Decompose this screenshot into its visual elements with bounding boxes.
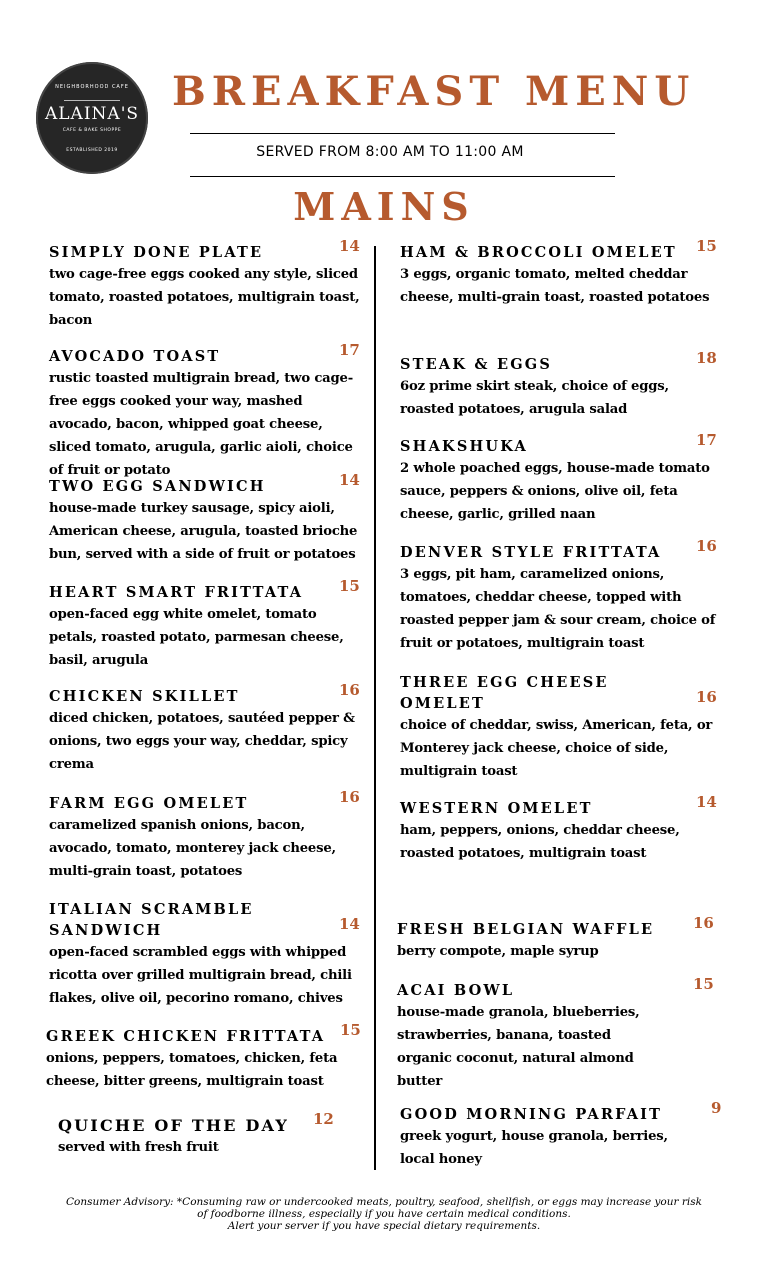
item-name: SHAKSHUKA (400, 438, 528, 455)
service-hours: SERVED FROM 8:00 AM TO 11:00 AM (256, 144, 524, 160)
logo-tagline: CAFE & BAKE SHOPPE (62, 128, 122, 133)
column-divider (374, 246, 376, 1170)
item-description: diced chicken, potatoes, sautéed pepper & onions, two eggs your way, cheddar, spicy crema (49, 711, 355, 772)
whisk-icon (64, 100, 120, 101)
item-description: 3 eggs, organic tomato, melted cheddar cheese, multi-grain toast, roasted potatoes (400, 267, 710, 305)
item-price: 14 (339, 915, 360, 933)
item-description: 3 eggs, pit ham, caramelized onions, tomatoes, cheddar cheese, topped with roasted pepper jam & sour cream, choice of fruit or potatoes, multigrain toast (400, 567, 716, 651)
header-rule-bottom (190, 176, 615, 177)
item-description: ham, peppers, onions, cheddar cheese, roasted potatoes, multigrain toast (400, 823, 680, 861)
item-name: ACAI BOWL (397, 982, 515, 999)
item-name: STEAK & EGGS (400, 356, 553, 373)
item-description: open-faced scrambled eggs with whipped ricotta over grilled multigrain bread, chili flakes, olive oil, pecorino romano, chives (49, 945, 352, 1006)
item-description: open-faced egg white omelet, tomato petals, roasted potato, parmesan cheese, basil, arugula (49, 607, 344, 668)
item-description: 2 whole poached eggs, house-made tomato sauce, peppers & onions, olive oil, feta cheese, garlic, grilled naan (400, 461, 710, 522)
menu-item (49, 899, 361, 1010)
item-price: 17 (339, 341, 360, 359)
item-price: 12 (313, 1110, 334, 1128)
menu-item (400, 672, 720, 783)
advisory-line-2: of foodborne illness, especially if you have certain medical conditions. (197, 1208, 571, 1220)
item-name: DENVER STYLE FRITTATA (400, 544, 662, 561)
menu-item (397, 975, 717, 1093)
item-name: WESTERN OMELET (400, 800, 593, 817)
item-price: 18 (696, 349, 717, 367)
item-name: SIMPLY DONE PLATE (49, 244, 264, 261)
item-name: GREEK CHICKEN FRITTATA (46, 1028, 326, 1045)
item-description: house-made granola, blueberries, strawberries, banana, toasted organic coconut, natural almond butter (397, 1005, 640, 1089)
menu-item (58, 1110, 338, 1159)
menu-item (400, 237, 720, 309)
menu-item (49, 341, 361, 482)
item-price: 17 (696, 431, 717, 449)
menu-item (400, 1099, 722, 1171)
item-name: THREE EGG CHEESE OMELET (400, 674, 609, 712)
item-description: two cage-free eggs cooked any style, sliced tomato, roasted potatoes, multigrain toast, bacon (49, 267, 360, 328)
item-description: rustic toasted multigrain bread, two cage-free eggs cooked your way, mashed avocado, bacon, whipped goat cheese, sliced tomato, arugula, garlic aioli, choice of fruit or potato (49, 371, 353, 478)
item-name: ITALIAN SCRAMBLE SANDWICH (49, 901, 254, 939)
item-description: 6oz prime skirt steak, choice of eggs, roasted potatoes, arugula salad (400, 379, 669, 417)
item-price: 15 (339, 577, 360, 595)
item-price: 14 (696, 793, 717, 811)
section-title: MAINS (293, 184, 475, 229)
item-name: TWO EGG SANDWICH (49, 478, 266, 495)
item-name: FRESH BELGIAN WAFFLE (397, 921, 655, 938)
menu-item (400, 349, 720, 421)
advisory-line-3: Alert your server if you have special dietary requirements. (227, 1220, 541, 1232)
item-price: 14 (339, 237, 360, 255)
menu-item (397, 914, 717, 963)
header-rule-top (190, 133, 615, 134)
menu-item (49, 471, 361, 566)
logo-top-text: NEIGHBORHOOD CAFE (55, 84, 129, 90)
menu-item (49, 577, 361, 672)
item-name: FARM EGG OMELET (49, 795, 249, 812)
item-price: 15 (693, 975, 714, 993)
item-description: served with fresh fruit (58, 1140, 219, 1155)
logo-bottom-text: ESTABLISHED 2019 (66, 148, 118, 153)
item-price: 9 (711, 1099, 722, 1117)
item-price: 15 (340, 1021, 361, 1039)
item-name: CHICKEN SKILLET (49, 688, 240, 705)
item-price: 15 (696, 237, 717, 255)
item-price: 16 (339, 681, 360, 699)
item-price: 16 (696, 688, 717, 706)
menu-item (49, 681, 361, 776)
item-description: greek yogurt, house granola, berries, local honey (400, 1129, 668, 1167)
cafe-logo (36, 62, 148, 174)
item-name: QUICHE OF THE DAY (58, 1116, 289, 1135)
item-name: HEART SMART FRITTATA (49, 584, 304, 601)
item-price: 14 (339, 471, 360, 489)
logo-name: ALAINA'S (44, 104, 140, 124)
menu-item (49, 788, 361, 883)
item-description: choice of cheddar, swiss, American, feta, or Monterey jack cheese, choice of side, multigrain toast (400, 718, 713, 779)
item-description: onions, peppers, tomatoes, chicken, feta cheese, bitter greens, multigrain toast (46, 1051, 338, 1089)
consumer-advisory (60, 1196, 708, 1232)
item-name: HAM & BROCCOLI OMELET (400, 244, 677, 261)
item-description: berry compote, maple syrup (397, 944, 599, 959)
item-description: caramelized spanish onions, bacon, avocado, tomato, monterey jack cheese, multi-grain toast, potatoes (49, 818, 336, 879)
item-price: 16 (339, 788, 360, 806)
menu-item (400, 431, 720, 526)
item-name: AVOCADO TOAST (49, 348, 221, 365)
advisory-line-1: Consumer Advisory: *Consuming raw or undercooked meats, poultry, seafood, shellfish, or eggs may increase your risk (65, 1196, 702, 1208)
item-name: GOOD MORNING PARFAIT (400, 1106, 663, 1123)
item-price: 16 (693, 914, 714, 932)
menu-item (400, 793, 720, 865)
menu-item (46, 1021, 362, 1093)
menu-item (49, 237, 361, 332)
menu-title: BREAKFAST MENU (172, 68, 696, 115)
item-description: house-made turkey sausage, spicy aioli, American cheese, arugula, toasted brioche bun, served with a side of fruit or potatoes (49, 501, 358, 562)
menu-item (400, 537, 720, 655)
item-price: 16 (696, 537, 717, 555)
